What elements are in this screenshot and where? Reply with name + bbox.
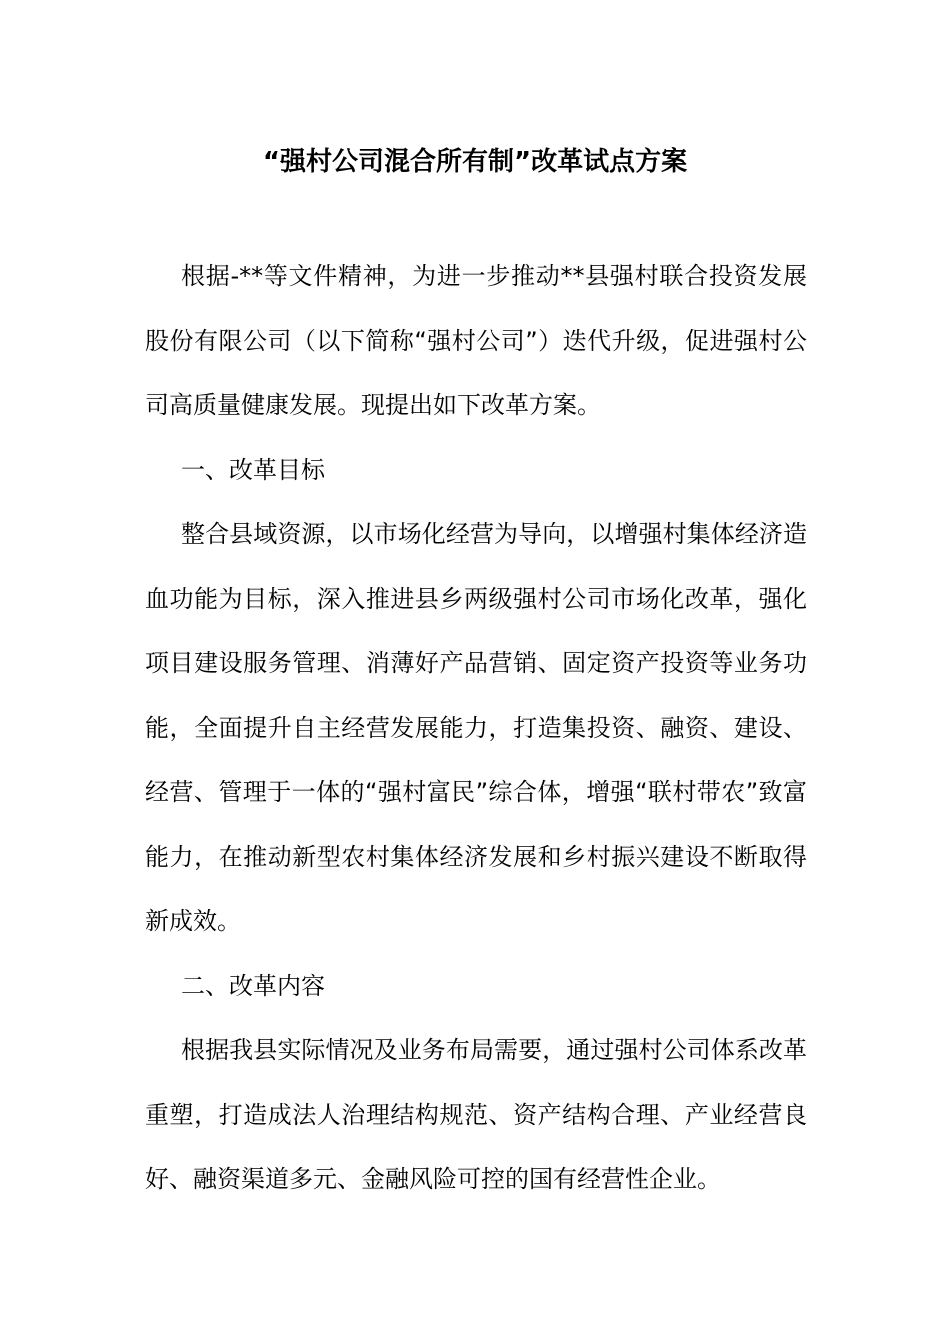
goals-paragraph: 整合县域资源，以市场化经营为导向，以增强村集体经济造血功能为目标，深入推进县乡两级强村公司市场化改革，强化项目建设服务管理、消薄好产品营销、固定资产投资等业务功能，全面提升自主经营发展能力，打造集投资、融资、建设、经营、管理于一体的“强村富民”综合体，增强“联村带农”致富能力，在推动新型农村集体经济发展和乡村振兴建设不断取得新成效。	[145, 520, 807, 935]
content-paragraph: 根据我县实际情况及业务布局需要，通过强村公司体系改革重塑，打造成法人治理结构规范、资产结构合理、产业经营良好、融资渠道多元、金融风险可控的国有经营性企业。	[145, 1036, 807, 1193]
section-heading-goals: 一、改革目标	[181, 455, 325, 484]
document-title: “强村公司混合所有制”改革试点方案	[262, 147, 688, 177]
document-body	[145, 244, 807, 1212]
intro-paragraph: 根据-**等文件精神，为进一步推动**县强村联合投资发展股份有限公司（以下简称“强村公司”）迭代升级，促进强村公司高质量健康发展。现提出如下改革方案。	[145, 262, 807, 419]
section-heading-content: 二、改革内容	[181, 971, 325, 1000]
